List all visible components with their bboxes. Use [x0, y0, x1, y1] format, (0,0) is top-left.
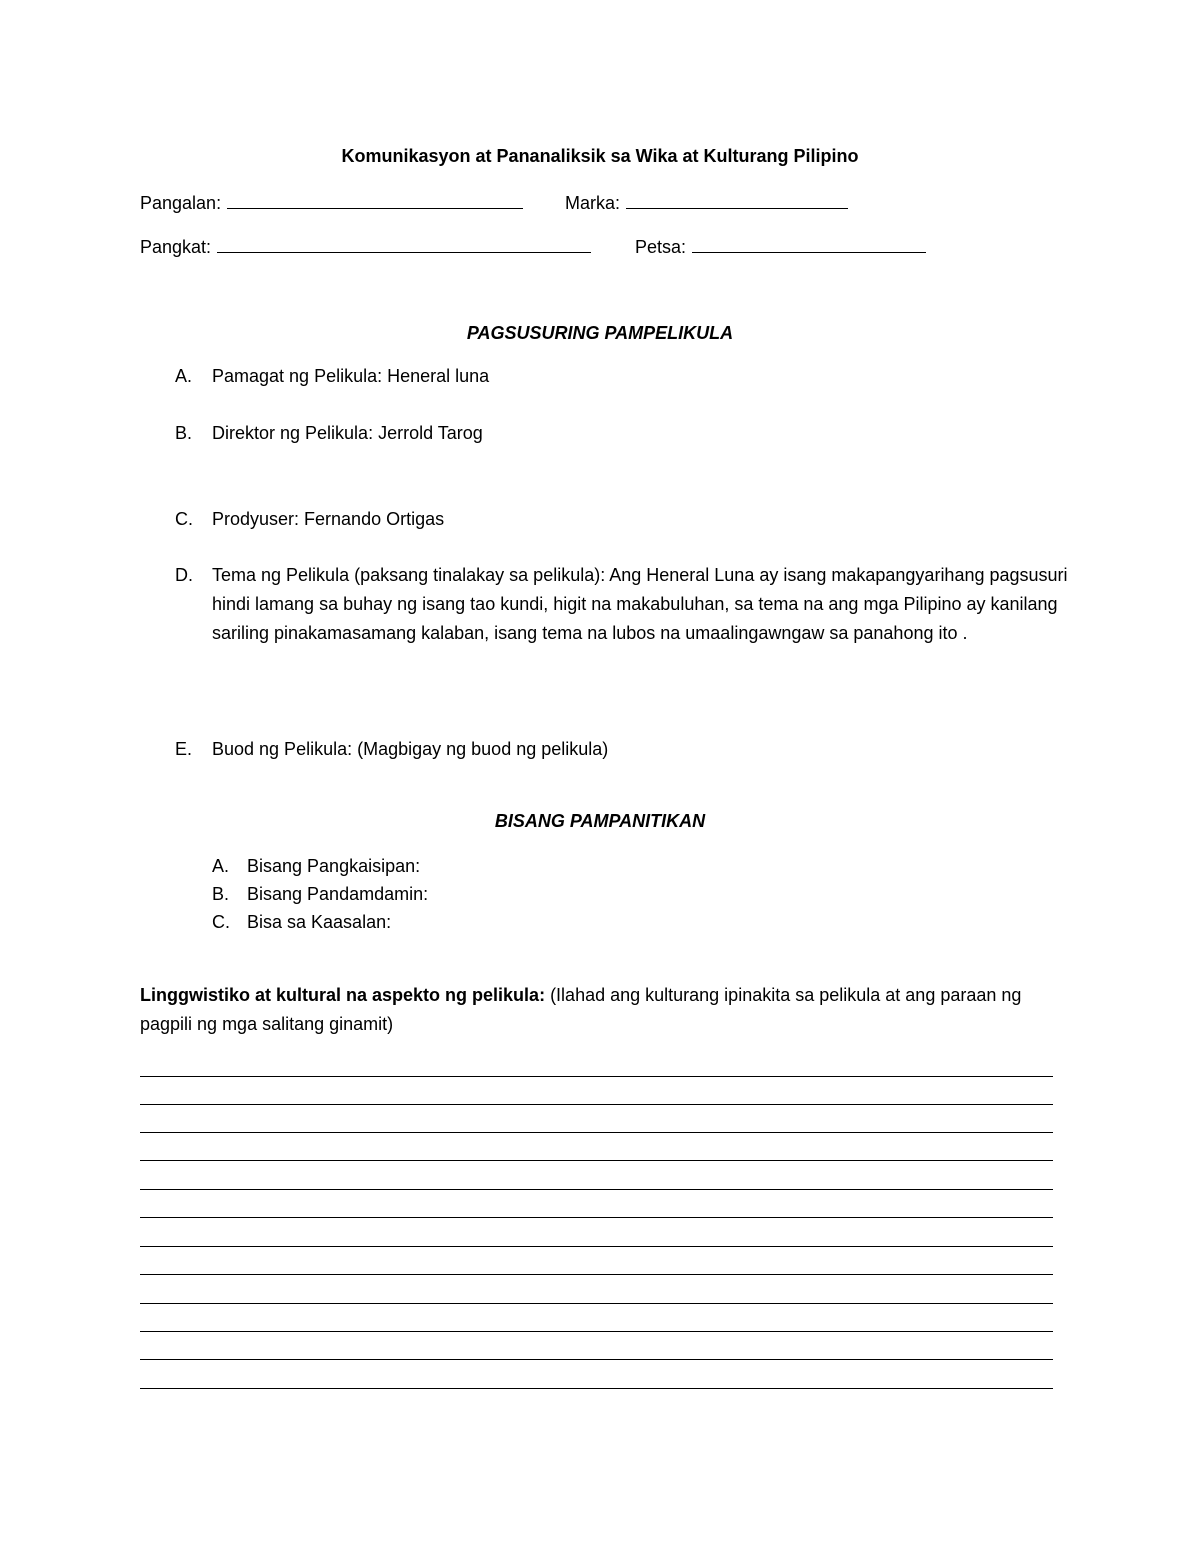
list-item-text: Buod ng Pelikula: (Magbigay ng buod ng pelikula) — [212, 739, 609, 759]
answer-line[interactable] — [140, 1359, 1053, 1360]
marka-label: Marka: — [565, 193, 621, 213]
linggwistiko-prompt — [140, 981, 1070, 1039]
answer-line[interactable] — [140, 1217, 1053, 1218]
list-item-letter: E. — [175, 739, 193, 759]
section-heading-pagsusuring-pampelikula: PAGSUSURING PAMPELIKULA — [466, 323, 734, 343]
petsa-blank[interactable] — [692, 234, 926, 253]
marka-field[interactable] — [565, 190, 848, 215]
answer-line[interactable] — [140, 1160, 1053, 1161]
marka-blank[interactable] — [626, 190, 848, 209]
pangkat-blank[interactable] — [217, 234, 591, 253]
pangalan-field[interactable] — [140, 190, 523, 215]
pangalan-blank[interactable] — [227, 190, 523, 209]
pangkat-label: Pangkat: — [140, 237, 212, 257]
list-item-letter: D. — [175, 565, 193, 585]
pangkat-field[interactable] — [140, 234, 591, 259]
petsa-label: Petsa: — [635, 237, 687, 257]
theme-paragraph: Tema ng Pelikula (paksang tinalakay sa pelikula): Ang Heneral Luna ay isang makapangyarihang pagsusuri hindi lamang sa buhay ng isang tao kundi, higit na makabuluhan, sa tema na ang mga Pilipino ay kanilang sariling pinakamasamang kalaban, isang tema na lubos na umaalingawngaw sa panahong ito . — [212, 565, 1068, 643]
list-item-letter: C. — [175, 509, 193, 529]
answer-line[interactable] — [140, 1104, 1053, 1105]
answer-line[interactable] — [140, 1303, 1053, 1304]
list-item-letter: B. — [212, 884, 230, 904]
answer-line[interactable] — [140, 1331, 1053, 1332]
answer-line[interactable] — [140, 1246, 1053, 1247]
list-item-text: Prodyuser: Fernando Ortigas — [212, 509, 445, 529]
list-item-text: Bisang Pandamdamin: — [247, 884, 429, 904]
list-item-letter: C. — [212, 912, 230, 932]
list-item-text: Pamagat ng Pelikula: Heneral luna — [212, 366, 490, 386]
linggwistiko-instruction: (Ilahad ang kulturang ipinakita sa pelikula at ang paraan ng pagpili ng mga salitang ginamit) — [140, 985, 1022, 1034]
list-item-text: Bisang Pangkaisipan: — [247, 856, 421, 876]
list-item-letter: A. — [212, 856, 230, 876]
list-item-letter: B. — [175, 423, 193, 443]
linggwistiko-label: Linggwistiko at kultural na aspekto ng pelikula: — [140, 985, 546, 1005]
section-heading-bisang-pampanitikan: BISANG PAMPANITIKAN — [494, 811, 706, 831]
answer-line[interactable] — [140, 1132, 1053, 1133]
list-item-text: Bisa sa Kaasalan: — [247, 912, 392, 932]
pangalan-label: Pangalan: — [140, 193, 222, 213]
answer-line[interactable] — [140, 1076, 1053, 1077]
answer-line[interactable] — [140, 1274, 1053, 1275]
list-item-text: Direktor ng Pelikula: Jerrold Tarog — [212, 423, 483, 443]
petsa-field[interactable] — [635, 234, 926, 259]
answer-line[interactable] — [140, 1388, 1053, 1389]
page-title: Komunikasyon at Pananaliksik sa Wika at Kulturang Pilipino — [341, 146, 859, 166]
answer-line[interactable] — [140, 1189, 1053, 1190]
list-item-letter: A. — [175, 366, 193, 386]
